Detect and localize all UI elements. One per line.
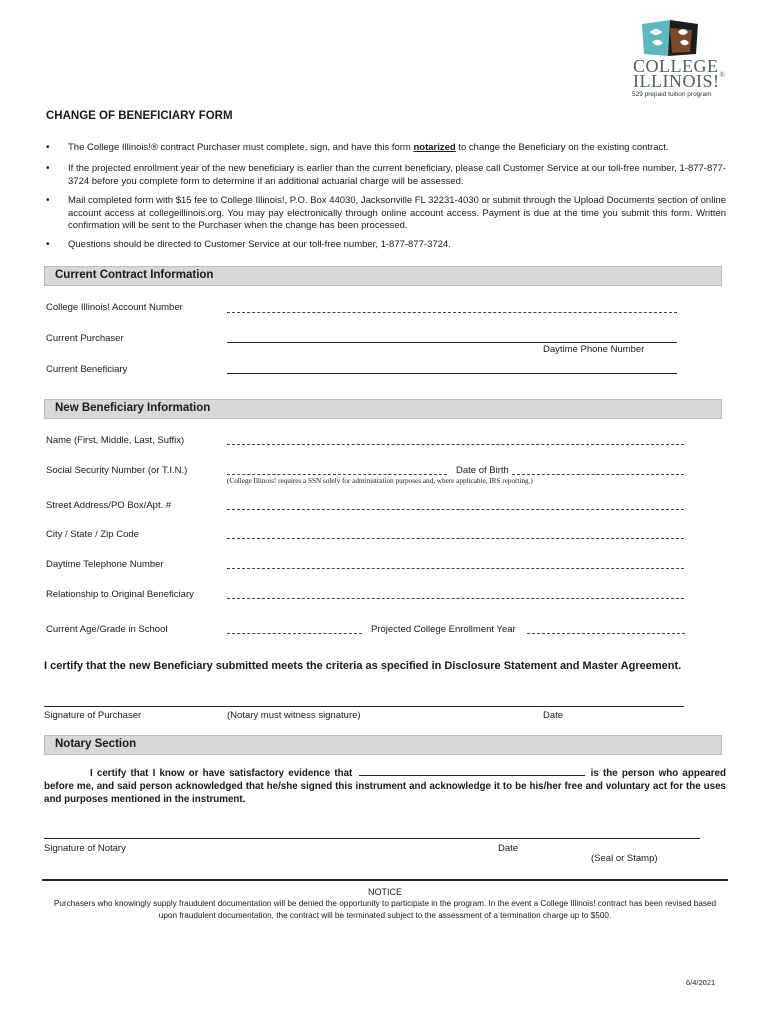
- ssn-note: (College Illinois! requires a SSN solely for administration purposes and, where applicable, IRS reporting.): [227, 477, 533, 485]
- daytime-telephone-field[interactable]: [227, 568, 684, 569]
- bullet-enrollment: If the projected enrollment year of the new beneficiary is earlier than the current beneficiary, please call Customer Service at our toll-free number, 1-877-877-3724 before you complete form to determine if an additional actuarial charge will be assessed.: [68, 163, 726, 187]
- relationship-label: Relationship to Original Beneficiary: [46, 589, 194, 600]
- bullet-questions: Questions should be directed to Customer Service at our toll-free number, 1-877-877-3724.: [68, 239, 451, 250]
- current-contract-header: Current Contract Information: [44, 266, 722, 286]
- notary-certification-text: I certify that I know or have satisfactory evidence that is the person who appeared before me, and said person acknowledged that he/she signed this instrument and acknowledge it to be his/her free and voluntary act for the uses and purposes mentioned in the instrument.: [44, 768, 726, 805]
- form-revision-date: 6/4/2021: [686, 978, 716, 987]
- ssn-field[interactable]: [227, 474, 447, 475]
- enrollment-year-label: Projected College Enrollment Year: [371, 624, 516, 635]
- bullet-mail: Mail completed form with $15 fee to College Illinois!, P.O. Box 44030, Jacksonville FL 32231-4030 or submit through the Upload Documents section of online account access at collegeillinois.org. You may pay electronically through online account access. Payment is due at the time you submit this form. Written confirmation will be sent to the Purchaser when the change has been processed.: [68, 195, 726, 231]
- daytime-telephone-label: Daytime Telephone Number: [46, 559, 164, 570]
- daytime-phone-label: Daytime Phone Number: [543, 344, 645, 355]
- dob-label: Date of Birth: [456, 465, 509, 476]
- bullet-notarize: The College Illinois!® contract Purchaser must complete, sign, and have this form notarized to change the Beneficiary on the existing contract.: [68, 142, 669, 153]
- notary-section-header: Notary Section: [44, 735, 722, 755]
- seal-stamp-label: (Seal or Stamp): [591, 853, 658, 864]
- notice-body: Purchasers who knowingly supply fraudulent documentation will be denied the opportunity to participate in the program. In the event a College Illinois! contract has been revised based upon fraudulent documentation, the contract will be terminated subject to the assessment of a termination charge up to $500.: [53, 899, 717, 920]
- age-grade-label: Current Age/Grade in School: [46, 624, 168, 635]
- current-purchaser-field[interactable]: [227, 342, 677, 343]
- purchaser-date-label: Date: [543, 710, 564, 721]
- logo-word-college: COLLEGE: [633, 56, 719, 76]
- bullet-dot: •: [46, 163, 50, 174]
- dob-field[interactable]: [512, 474, 684, 475]
- street-address-label: Street Address/PO Box/Apt. #: [46, 500, 172, 511]
- enrollment-year-field[interactable]: [527, 633, 685, 634]
- account-number-label: College Illinois! Account Number: [46, 302, 183, 313]
- age-grade-field[interactable]: [227, 633, 362, 634]
- logo-mark-icon: [640, 18, 702, 58]
- logo-registered-mark: ®: [719, 71, 726, 79]
- purchaser-signature-label: Signature of Purchaser: [44, 710, 142, 721]
- current-beneficiary-label: Current Beneficiary: [46, 364, 128, 375]
- city-state-zip-field[interactable]: [227, 538, 684, 539]
- current-purchaser-label: Current Purchaser: [46, 333, 124, 344]
- bullet-dot: •: [46, 142, 50, 153]
- notice-title: NOTICE: [367, 887, 402, 897]
- name-label: Name (First, Middle, Last, Suffix): [46, 435, 185, 446]
- ssn-label: Social Security Number (or T.I.N.): [46, 465, 188, 476]
- notary-witness-note: (Notary must witness signature): [227, 710, 361, 721]
- certification-statement: I certify that the new Beneficiary submitted meets the criteria as specified in Disclosure Statement and Master Agreement.: [44, 660, 682, 672]
- form-title: CHANGE OF BENEFICIARY FORM: [46, 110, 233, 122]
- new-beneficiary-header: New Beneficiary Information: [44, 399, 722, 419]
- current-beneficiary-field[interactable]: [227, 373, 677, 374]
- college-illinois-logo: [628, 18, 728, 100]
- notary-signature-label: Signature of Notary: [44, 843, 126, 854]
- account-number-field[interactable]: [227, 312, 677, 313]
- notice-divider: [42, 879, 728, 881]
- logo-tagline: 529 prepaid tuition program: [632, 91, 712, 98]
- purchaser-signature-field[interactable]: [44, 706, 684, 707]
- relationship-field[interactable]: [227, 598, 684, 599]
- bullet-dot: •: [46, 195, 50, 206]
- notary-date-label: Date: [498, 843, 519, 854]
- street-address-field[interactable]: [227, 509, 684, 510]
- notary-signature-field[interactable]: [44, 838, 700, 839]
- name-field[interactable]: [227, 444, 684, 445]
- bullet-dot: •: [46, 239, 50, 250]
- city-state-zip-label: City / State / Zip Code: [46, 529, 139, 540]
- logo-word-illinois: ILLINOIS!®: [633, 71, 726, 91]
- appeared-person-field[interactable]: [359, 766, 585, 776]
